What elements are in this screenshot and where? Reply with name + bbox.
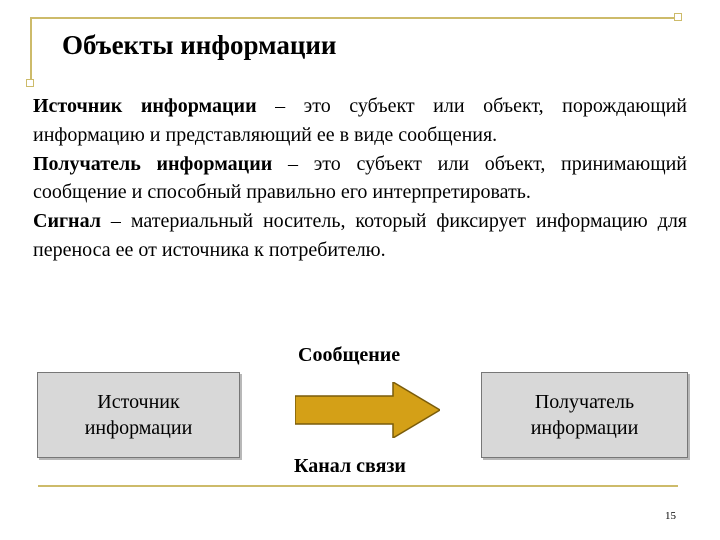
- definition-source: [33, 92, 687, 150]
- slide-title: Объекты информации: [62, 30, 337, 60]
- footer-line: [38, 485, 678, 487]
- title-frame-left-line: [30, 17, 32, 83]
- message-label: Сообщение: [298, 344, 401, 366]
- source-box-label: Источник информации: [84, 391, 193, 439]
- transmission-arrow-icon: [295, 382, 440, 438]
- definition-term: Источник информации: [33, 95, 257, 117]
- frame-corner-mark: [26, 79, 34, 87]
- channel-label: Канал связи: [294, 455, 406, 477]
- definition-term: Получатель информации: [33, 152, 273, 175]
- definition-signal: [33, 207, 687, 265]
- definition-receiver: [33, 150, 687, 208]
- definition-body: – это субъект или объект, принимающий сообщение и способный правильно его интерпретировать.: [33, 152, 687, 204]
- page-number: 15: [665, 510, 676, 522]
- frame-corner-mark: [674, 13, 682, 21]
- definition-body: – материальный носитель, который фиксирует информацию для переноса ее от источника к потребителю.: [33, 210, 687, 261]
- definitions-text: [33, 92, 687, 265]
- definition-term: Сигнал: [33, 210, 101, 233]
- receiver-box-label: Получатель информации: [530, 391, 639, 439]
- title-frame-top-line: [30, 17, 678, 19]
- source-box: [37, 372, 240, 458]
- receiver-box: [481, 372, 688, 458]
- definition-body: – это субъект или объект, порождающий информацию и представляющий ее в виде сообщения.: [33, 95, 687, 146]
- arrow-shape: [295, 382, 440, 438]
